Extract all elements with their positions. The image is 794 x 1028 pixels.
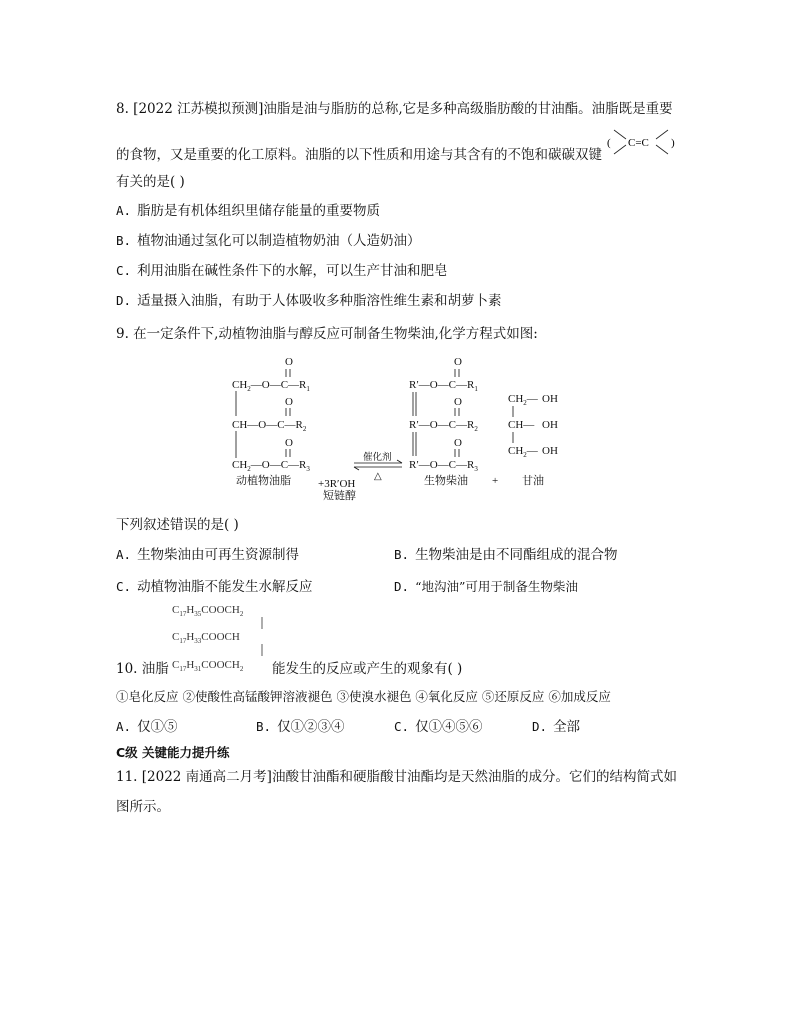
mixed-triglyceride-formula [170,598,280,674]
option-text: 生物柴油由可再生资源制得 [137,547,300,563]
svg-text:R′—O—C—R2: $R'—O—C—R_2$ [409,419,478,433]
option-text: “地沟油”可用于制备生物柴油 [415,579,578,594]
q10-option-d [532,718,580,736]
glycerol-oh-3: OH [542,445,558,457]
option-label: D. [532,719,548,734]
svg-text:CH2—O—C—R3: $CH_2—O—C—R_3$ [232,459,310,473]
q8-line1: 8. [2022 江苏模拟预测]油脂是油与脂肪的总称,它是多种高级脂肪酸的甘油酯。油脂既是重要 [116,101,673,117]
svg-text:C17H35COOCH2: $C_{17}H_{35}COOCH_2$ [172,604,244,618]
option-label: A. [116,203,132,218]
q8-option-c [116,262,448,280]
q9-option-c [116,578,313,596]
q10-stem-prefix: 10. 油脂 [116,661,169,677]
option-label: C. [116,263,132,278]
q9-option-a [116,546,299,564]
q8-option-b [116,232,421,250]
option-label: B. [116,233,132,248]
option-text: 仅①④⑤⑥ [415,719,483,735]
option-label: A. [116,547,132,562]
q9-question: 下列叙述错误的是( ) [116,517,239,533]
option-text: 利用油脂在碱性条件下的水解，可以生产甘油和肥皂 [137,263,448,279]
q9-stem: 9. 在一定条件下,动植物油脂与醇反应可制备生物柴油,化学方程式如图: [116,326,538,342]
svg-text:CH2—: $CH_2—$ [508,393,538,407]
q10-option-b [256,718,345,736]
q9-option-b [394,546,618,564]
option-text: 动植物油脂不能发生水解反应 [137,579,313,595]
section-heading: C级 关键能力提升练 [116,745,230,760]
option-label: C. [394,719,410,734]
svg-text:O: O [454,356,462,368]
q10-option-a [116,718,178,736]
q8-option-d [116,292,502,310]
option-text: 适量摄入油脂，有助于人体吸收多种脂溶性维生素和胡萝卜素 [137,293,502,309]
svg-text:O: O [454,437,462,449]
option-label: C. [116,579,132,594]
svg-text:O: O [285,356,293,368]
option-text: 生物柴油是由不同酯组成的混合物 [415,547,618,563]
q8-option-a [116,202,380,220]
reagent-label: 短链醇 [323,490,356,502]
option-label: B. [256,719,272,734]
svg-text:R′—O—C—R3: $R'—O—C—R_3$ [409,459,478,473]
product-biodiesel-label: 生物柴油 [424,475,468,487]
reactant-label: 动植物油脂 [236,475,291,487]
reagent-formula: +3R′OH [318,478,356,490]
svg-text:O: O [285,437,293,449]
svg-text:C17H33COOCH: $C_{17}H_{33}COOCH$ [172,631,240,645]
glycerol-oh-1: OH [542,393,558,405]
q10-stem-suffix: 能发生的反应或产生的观象有( ) [272,661,463,677]
option-text: 脂肪是有机体组织里储存能量的重要物质 [137,203,381,219]
catalyst-label: 催化剂 [363,453,392,463]
q9-option-d [394,578,578,596]
svg-text:O: O [285,396,293,408]
q11-line1: 11. [2022 南通高二月考]油酸甘油酯和硬脂酸甘油酯均是天然油脂的成分。它们的结构简式如 [116,769,677,785]
q8-line2: 的食物，又是重要的化工原料。油脂的以下性质和用途与其含有的不饱和碳碳双键 [116,147,602,163]
option-text: 全部 [553,719,581,735]
option-label: D. [394,579,410,594]
svg-text:O: O [454,396,462,408]
svg-text:CH2—O—C—R1: $CH_2—O—C—R_1$ [232,379,310,393]
q8-line3: 有关的是( ) [116,174,185,190]
q10-items: ①皂化反应 ②使酸性高锰酸钾溶液褪色 ③使溴水褪色 ④氧化反应 ⑤还原反应 ⑥加成反应 [116,689,611,704]
svg-text:CH2—: $CH_2—$ [508,445,538,459]
plus-sign: + [492,475,499,487]
bond-label: C=C [628,137,649,149]
option-text: 植物油通过氢化可以制造植物奶油（人造奶油） [137,233,421,249]
transesterification-reaction-diagram [224,350,584,502]
option-label: B. [394,547,410,562]
option-text: 仅①⑤ [137,719,178,735]
heat-symbol: △ [374,471,382,482]
glycerol-oh-2: OH [542,419,558,431]
carbon-double-bond-diagram [604,126,680,162]
q11-line2: 图所示。 [116,799,170,815]
svg-text:(: ( [607,137,611,149]
svg-text:): ) [671,137,675,149]
svg-text:CH—: CH— [508,419,535,431]
option-label: A. [116,719,132,734]
option-text: 仅①②③④ [277,719,345,735]
svg-text:R′—O—C—R1: $R'—O—C—R_1$ [409,379,478,393]
q10-option-c [394,718,483,736]
svg-text:C17H31COOCH2: $C_{17}H_{31}COOCH_2$ [172,659,244,673]
svg-text:CH—O—C—R2: $CH—O—C—R_2$ [232,419,307,433]
product-glycerol-label: 甘油 [522,475,544,487]
option-label: D. [116,293,132,308]
